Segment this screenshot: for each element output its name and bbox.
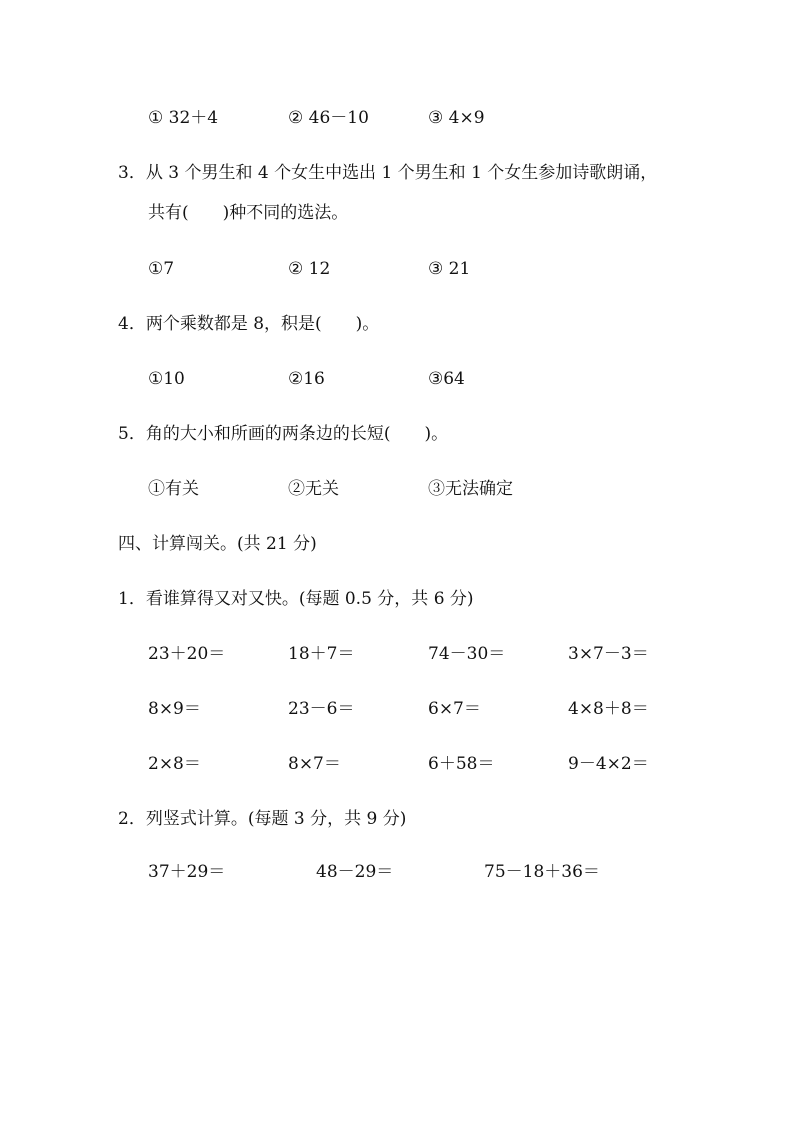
sub1-text: 1．看谁算得又对又快。(每题 0.5 分，共 6 分)	[118, 589, 474, 609]
calc-r1-c3: 74－30＝	[428, 644, 506, 664]
q3-option-2: ② 12	[288, 259, 331, 279]
vertical-calc-1: 37＋29＝	[148, 862, 226, 882]
sub2-text: 2．列竖式计算。(每题 3 分，共 9 分)	[118, 809, 407, 829]
calc-r3-c2: 8×7＝	[288, 754, 341, 774]
vertical-calc-3: 75－18＋36＝	[484, 862, 600, 882]
q4-option-2: ②16	[288, 369, 325, 389]
calc-r2-c1: 8×9＝	[148, 699, 201, 719]
q2-option-1: ① 32＋4	[148, 108, 219, 128]
q5-text: 5．角的大小和所画的两条边的长短( )。	[118, 424, 449, 444]
calc-r2-c4: 4×8＋8＝	[568, 699, 649, 719]
q4-option-3: ③64	[428, 369, 465, 389]
q3-text-line2: 共有( )种不同的选法。	[148, 203, 349, 223]
section-title: 四、计算闯关。(共 21 分)	[118, 534, 317, 554]
q3-option-1: ①7	[148, 259, 175, 279]
calc-r3-c4: 9－4×2＝	[568, 754, 649, 774]
calc-r2-c3: 6×7＝	[428, 699, 481, 719]
calc-r3-c1: 2×8＝	[148, 754, 201, 774]
vertical-calc-2: 48－29＝	[316, 862, 394, 882]
q4-text: 4．两个乘数都是 8，积是( )。	[118, 314, 380, 334]
q5-option-2: ②无关	[288, 479, 339, 499]
calc-r2-c2: 23－6＝	[288, 699, 355, 719]
q3-text-line1: 3．从 3 个男生和 4 个女生中选出 1 个男生和 1 个女生参加诗歌朗诵，	[118, 163, 658, 183]
q5-option-1: ①有关	[148, 479, 199, 499]
q2-option-2: ② 46－10	[288, 108, 369, 128]
calc-r1-c1: 23＋20＝	[148, 644, 226, 664]
calc-r1-c2: 18＋7＝	[288, 644, 355, 664]
q3-option-3: ③ 21	[428, 259, 471, 279]
calc-r1-c4: 3×7－3＝	[568, 644, 649, 664]
calc-r3-c3: 6＋58＝	[428, 754, 495, 774]
q4-option-1: ①10	[148, 369, 185, 389]
q2-option-3: ③ 4×9	[428, 108, 485, 128]
q5-option-3: ③无法确定	[428, 479, 513, 499]
